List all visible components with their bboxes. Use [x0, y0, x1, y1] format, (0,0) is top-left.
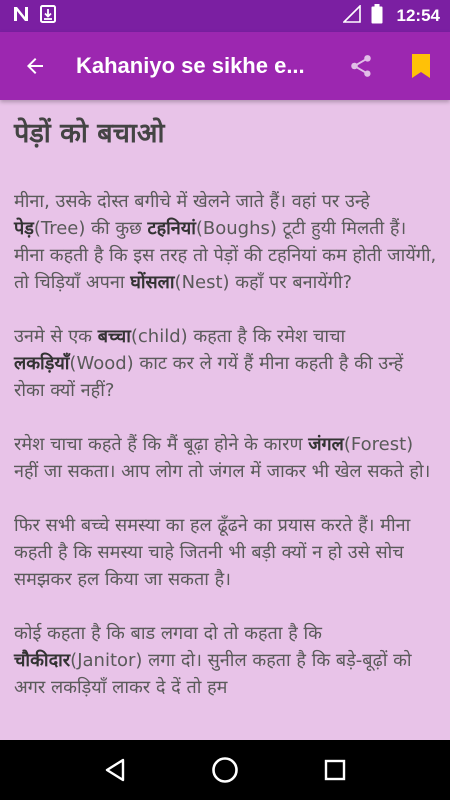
n-notification-icon [12, 5, 30, 27]
battery-icon [371, 4, 383, 28]
bold-word: चौकीदार [14, 650, 71, 671]
bold-word: बच्चा [97, 326, 131, 347]
status-left [12, 5, 56, 27]
text-segment: (Janitor) लगा दो। सुनील कहता है कि बड़े-बूढ़ों को अगर लकड़ियाँ लाकर दे दें तो हम [14, 650, 412, 698]
text-segment: (Forest) नहीं जा सकता। आप लोग तो जंगल में जाकर भी खेल सकते हो। [14, 434, 431, 482]
back-button[interactable] [0, 32, 70, 100]
bold-word: टहनियां [147, 218, 196, 239]
status-bar [0, 0, 450, 32]
nav-back-button[interactable] [91, 746, 139, 794]
story-paragraph [14, 512, 438, 593]
text-segment: उनमे से एक [14, 326, 98, 347]
story-body [14, 188, 438, 701]
back-arrow-icon [23, 54, 47, 78]
text-segment: (Boughs) टूटी हुयी मिलती हैं। मीना कहती है कि इस तरह तो पेड़ों की टहनियां कम होती जायेंगी, तो चिड़ियाँ अपना [14, 218, 437, 293]
text-segment: (Tree) की कुछ [33, 218, 148, 239]
signal-icon [343, 5, 361, 27]
nav-recents-button[interactable] [311, 746, 359, 794]
nav-home-button[interactable] [201, 746, 249, 794]
text-segment: फिर सभी बच्चे समस्या का हल ढूँढने का प्रयास करते हैं। मीना कहती है कि समस्या चाहे जितनी भी बड़ी क्यों न हो उसे सोच समझकर हल किया जा सकता है। [14, 515, 411, 590]
text-segment: (Nest) कहाँ पर बनायेंगी? [174, 272, 353, 293]
share-icon [348, 53, 374, 79]
app-bar [0, 32, 450, 100]
bookmark-button[interactable] [398, 32, 444, 100]
share-button[interactable] [338, 32, 384, 100]
story-paragraph [14, 323, 438, 404]
text-segment: मीना, उसके दोस्त बगीचे में खेलने जाते हैं। वहां पर उन्हे [14, 191, 370, 212]
story-title: पेड़ों को बचाओ [14, 118, 165, 149]
story-content[interactable] [0, 100, 450, 740]
back-triangle-icon [104, 758, 126, 782]
story-paragraph [14, 188, 438, 296]
app-title: Kahaniyo se sikhe e... [76, 53, 305, 78]
text-segment: रमेश चाचा कहते हैं कि मैं बूढ़ा होने के कारण [14, 434, 309, 455]
text-segment: कोई कहता है कि बाड लगवा दो तो कहता है कि [14, 623, 322, 644]
bookmark-icon [410, 53, 432, 79]
bold-word: जंगल [308, 434, 344, 455]
navigation-bar [0, 740, 450, 800]
status-time: 12:54 [396, 6, 440, 25]
status-right [343, 4, 440, 28]
text-segment: (Wood) काट कर ले गयें हैं मीना कहती है की उन्हें रोका क्यों नहीं? [14, 353, 404, 401]
bold-word: घोंसला [130, 272, 175, 293]
bold-word: पेड़ [14, 218, 34, 239]
download-icon [40, 5, 56, 27]
story-paragraph [14, 620, 438, 701]
story-paragraph [14, 431, 438, 485]
recents-square-icon [324, 759, 346, 781]
home-circle-icon [211, 756, 239, 784]
bold-word: लकड़ियाँ [14, 353, 70, 374]
text-segment: (child) कहता है कि रमेश चाचा [130, 326, 346, 347]
